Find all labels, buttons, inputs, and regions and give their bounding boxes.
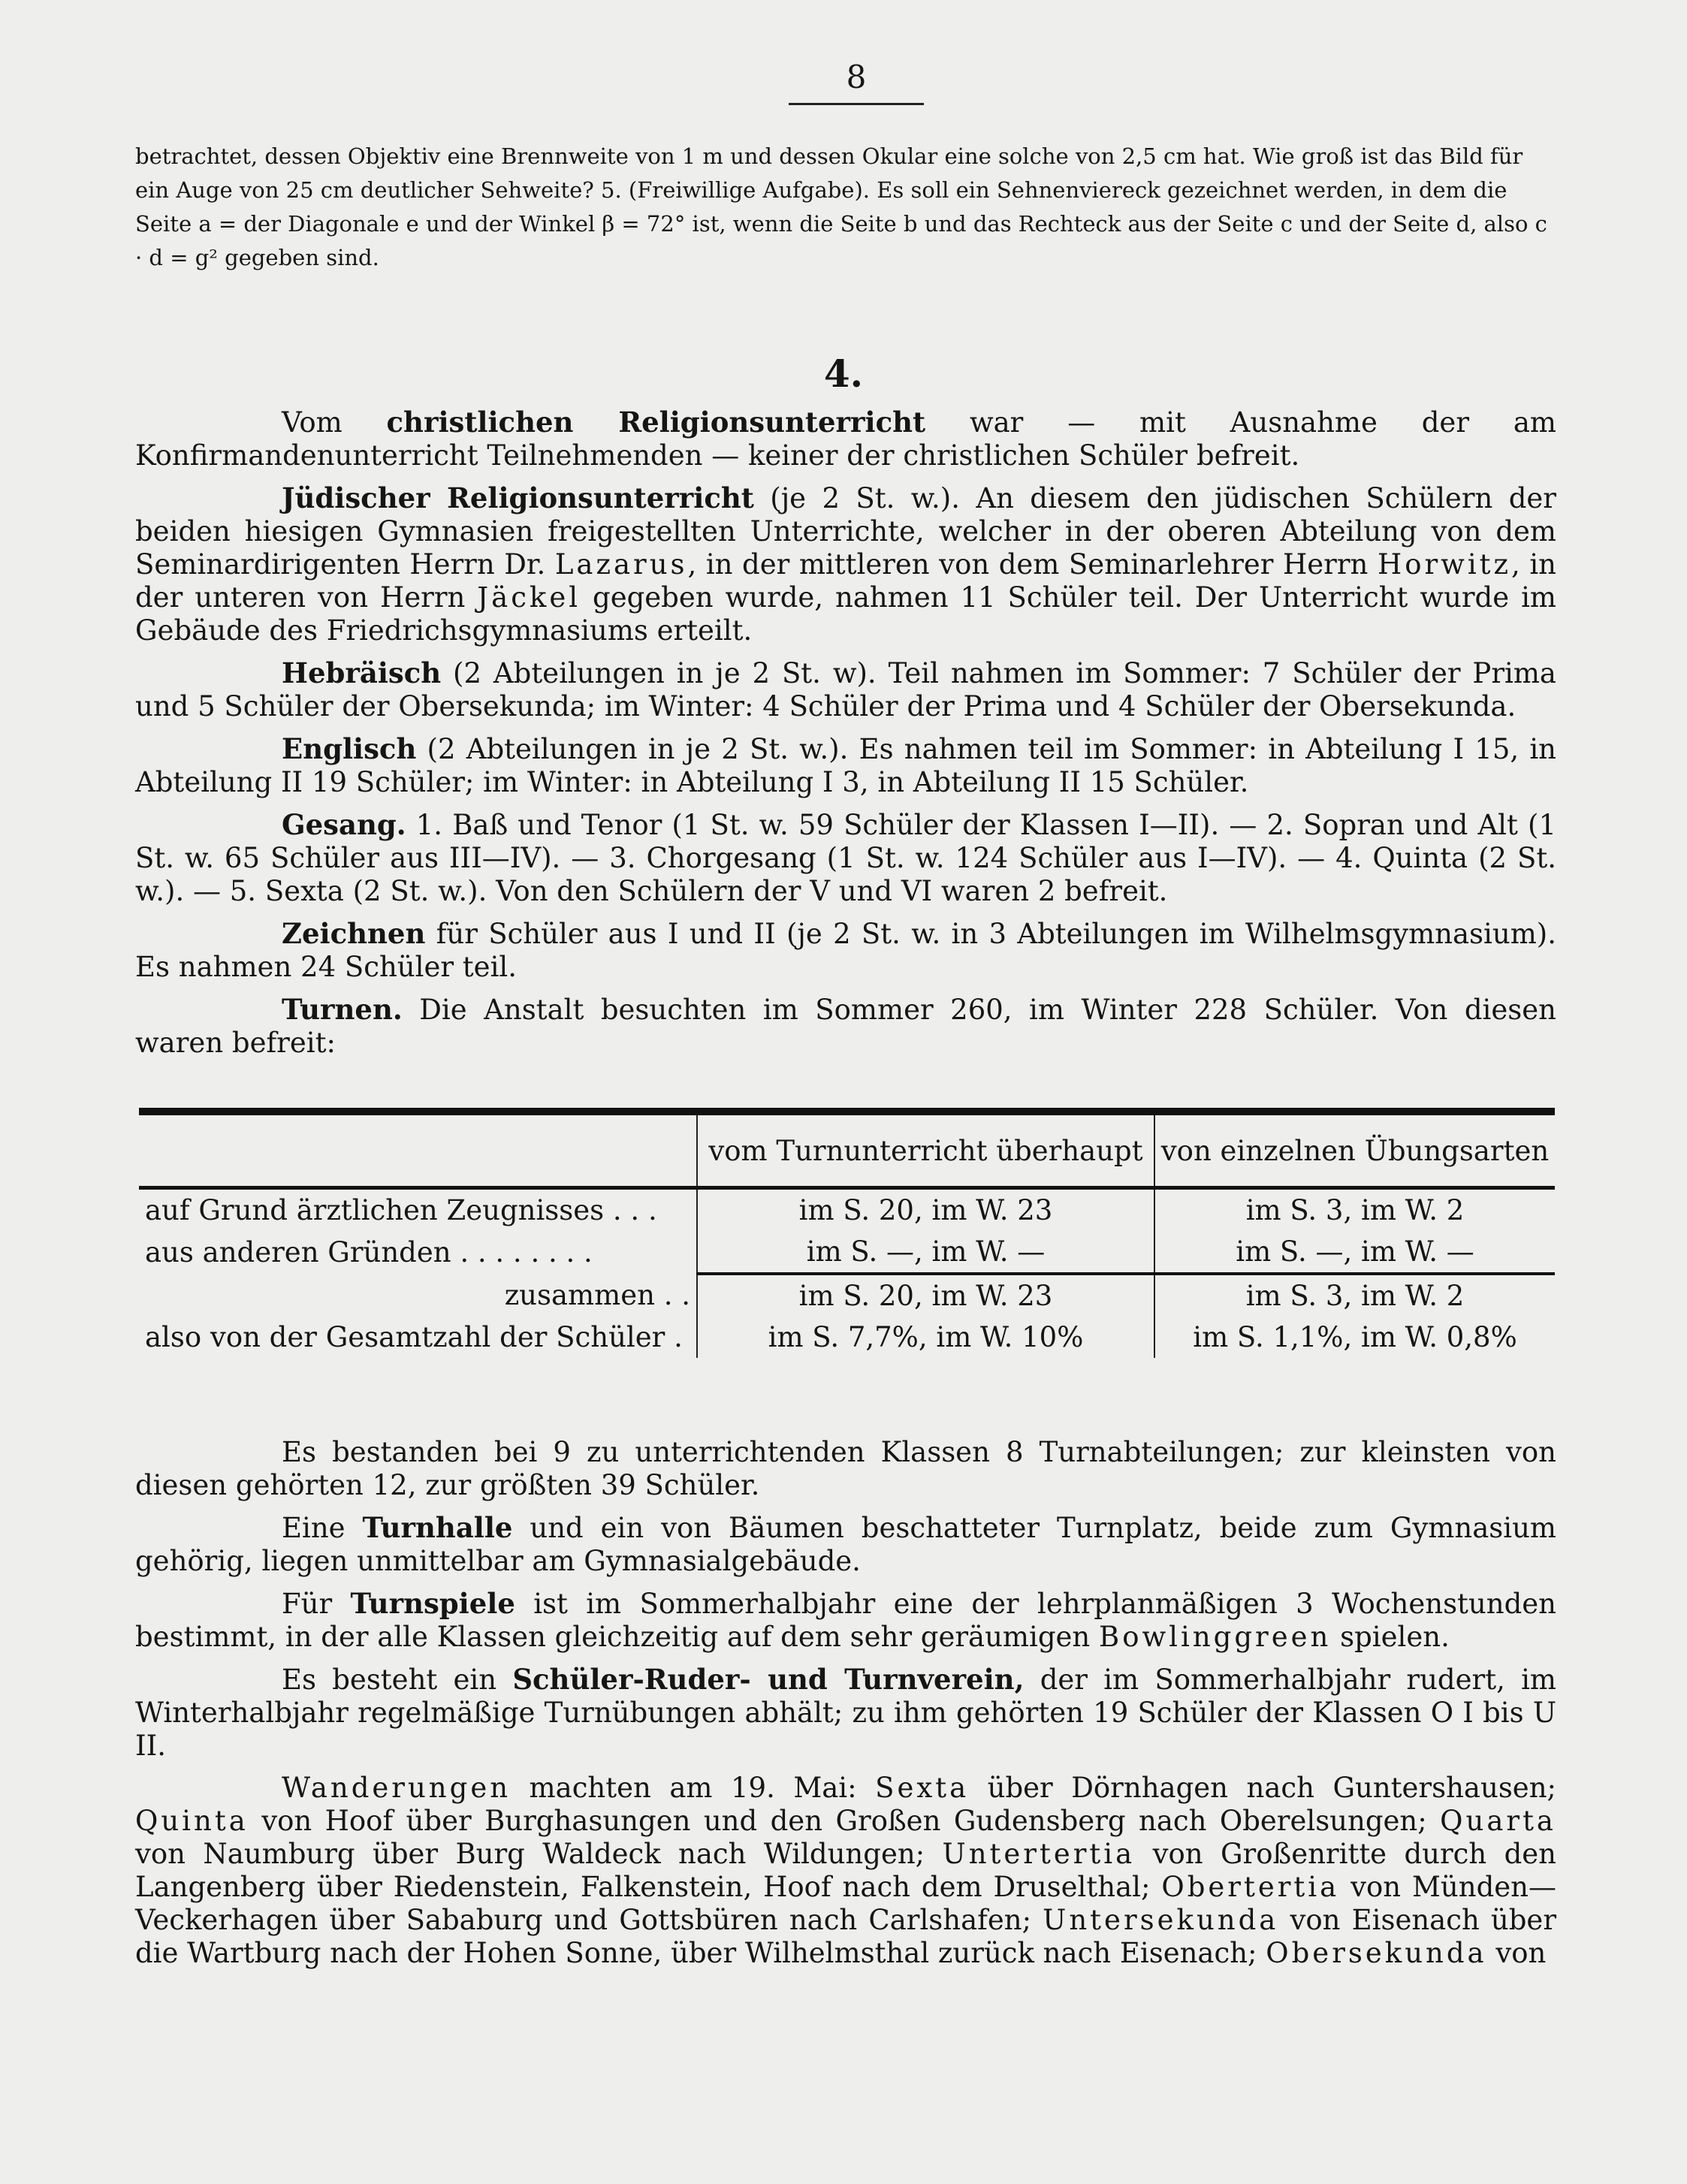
paragraph-gym-hall: Eine Turnhalle und ein von Bäumen beschatteter Turnplatz, beide zum Gymnasium gehörig, liegen unmittelbar am Gymnasialgebäude. [135, 1511, 1556, 1577]
paragraph-hebrew: Hebräisch (2 Abteilungen in je 2 St. w). Teil nahmen im Sommer: 7 Schüler der Prima und 5 Schüler der Obersekunda; im Winter: 4 Schüler der Prima und 4 Schüler der Obersekunda. [135, 656, 1556, 722]
table-percent-row: also von der Gesamtzahl der Schüler . im S. 7,7%, im W. 10% im S. 1,1%, im W. 0,8% [139, 1317, 1555, 1358]
paragraph-gymnastics: Turnen. Die Anstalt besuchten im Sommer 260, im Winter 228 Schüler. Von diesen waren befreit: [135, 993, 1556, 1059]
header-specific: von einzelnen Übungsarten [1154, 1112, 1555, 1188]
paragraph-gym-groups: Es bestanden bei 9 zu unterrichtenden Klassen 8 Turnabteilungen; zur kleinsten von diesen gehörten 12, zur größten 39 Schüler. [135, 1436, 1556, 1501]
exemption-table [139, 1108, 1555, 1358]
table-corner-cell [139, 1112, 697, 1188]
table-row: auf Grund ärztlichen Zeugnisses . . . im S. 20, im W. 23 im S. 3, im W. 2 [139, 1188, 1555, 1232]
intro-paragraph: betrachtet, dessen Objektiv eine Brennweite von 1 m und dessen Okular eine solche von 2,5 cm hat. Wie groß ist das Bild für ein Auge von 25 cm deutlicher Sehweite? 5. (Freiwillige Aufgabe). Es soll ein Sehnenviereck gezeichnet werden, in dem die Seite a = der Diagonale e und der Winkel β = 72° ist, wenn die Seite b und das Rechteck aus der Seite c und der Seite d, also c · d = g² gegeben sind. [135, 143, 1547, 270]
section-body-continued [135, 1436, 1556, 1979]
section-number: 4. [823, 351, 864, 396]
paragraph-religion: Vom christlichen Religionsunterricht war — mit Ausnahme der am Konfirmandenunterricht Teilnehmenden — keiner der christlichen Schüler befreit. [135, 406, 1556, 472]
section-body [135, 406, 1556, 1069]
paragraph-english: Englisch (2 Abteilungen in je 2 St. w.). Es nahmen teil im Sommer: in Abteilung I 15, in Abteilung II 19 Schüler; im Winter: in Abteilung I 3, in Abteilung II 15 Schüler. [135, 732, 1556, 798]
paragraph-drawing: Zeichnen für Schüler aus I und II (je 2 St. w. in 3 Abteilungen im Wilhelmsgymnasium). Es nahmen 24 Schüler teil. [135, 917, 1556, 983]
paragraph-singing: Gesang. 1. Baß und Tenor (1 St. w. 59 Schüler der Klassen I—II). — 2. Sopran und Alt (1 St. w. 65 Schüler aus III—IV). — 3. Chorgesang (1 St. w. 124 Schüler aus I—IV). — 4. Quinta (2 St. w.). — 5. Sexta (2 St. w.). Von den Schülern der V und VI waren 2 befreit. [135, 808, 1556, 907]
table-header-row [139, 1112, 1555, 1188]
header-overall: vom Turnunterricht überhaupt [697, 1112, 1154, 1188]
paragraph-jewish-religion: Jüdischer Religionsunterricht (je 2 St. w.). An diesem den jüdischen Schülern der beiden hiesigen Gymnasien freigestellten Unterrichte, welcher in der oberen Abteilung von dem Seminardirigenten Herrn Dr. Lazarus, in der mittleren von dem Seminarlehrer Herrn Horwitz, in der unteren von Herrn Jäckel gegeben wurde, nahmen 11 Schüler teil. Der Unterricht wurde im Gebäude des Friedrichsgymnasiums erteilt. [135, 481, 1557, 647]
table-row: aus anderen Gründen . . . . . . . . im S. —, im W. — im S. —, im W. — [139, 1231, 1555, 1274]
paragraph-rowing-club: Es besteht ein Schüler-Ruder- und Turnverein, der im Sommerhalbjahr rudert, im Winterhalbjahr regelmäßige Turnübungen abhält; zu ihm gehörten 19 Schüler der Klassen O I bis U II. [135, 1663, 1556, 1762]
table-sum-row: zusammen . . im S. 20, im W. 23 im S. 3, im W. 2 [139, 1274, 1555, 1317]
paragraph-excursions: Wanderungen machten am 19. Mai: Sexta über Dörnhagen nach Guntershausen; Quinta von Hoof über Burghasungen und den Großen Gudensberg nach Oberelsungen; Quarta von Naumburg über Burg Waldeck nach Wildungen; Untertertia von Großenritte durch den Langenberg über Riedenstein, Falkenstein, Hoof nach dem Druselthal; Obertertia von Münden—Veckerhagen über Sababurg und Gottsbüren nach Carlshafen; Untersekunda von Eisenach über die Wartburg nach der Hohen Sonne, über Wilhelmsthal zurück nach Eisenach; Obersekunda von [135, 1772, 1557, 1969]
page-number-rule [789, 103, 924, 105]
page-number: 8 [846, 59, 867, 95]
paragraph-gym-games: Für Turnspiele ist im Sommerhalbjahr eine der lehrplanmäßigen 3 Wochenstunden bestimmt, in der alle Klassen gleichzeitig auf dem sehr geräumigen Bowlinggreen spielen. [135, 1587, 1556, 1653]
